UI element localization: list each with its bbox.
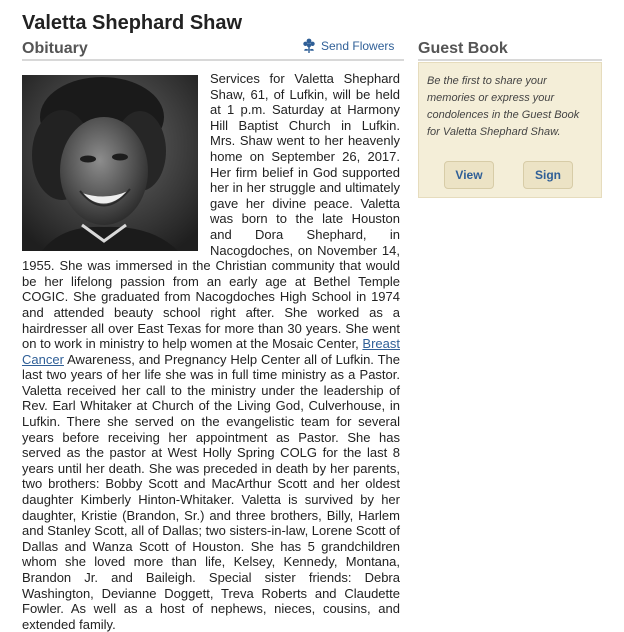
view-button[interactable]: View	[444, 161, 494, 189]
send-flowers-link[interactable]	[302, 38, 394, 54]
sign-button[interactable]: Sign	[523, 161, 573, 189]
section-heading-obituary: Obituary	[22, 40, 88, 57]
guest-book-message: Be the first to share your memories or express your condolences in the Guest Book for Valetta Shephard Shaw.	[427, 75, 580, 138]
obituary-text-part-1: Services for Valetta Shephard Shaw, 61, of Lufkin, will be held at 1 p.m. Saturday at Harmony Hill Baptist Church in Lufkin. Mrs. Shaw went to her heavenly home on September 26, 2017. Her firm belief in God supported her in her struggle and ultimately gave her divine peace. Valetta was born to the late Houston and Dora Shephard, in Nacogdoches, on November 14, 1955. She was immersed in the Christian community that would be her lifelong passion from an early age at Bethel Temple COGIC. She graduated from Nacogdoches High School in 1974 and attended beauty school right after. She worked as a hairdresser all over East Texas for more than 30 years. She went on to work in ministry to help women at the Mosaic Center,	[22, 71, 400, 352]
divider	[22, 59, 404, 61]
page-title: Valetta Shephard Shaw	[22, 12, 243, 34]
guest-book-divider	[418, 59, 602, 61]
flower-icon	[302, 38, 316, 54]
breast-cancer-link[interactable]: Breast Cancer	[22, 336, 400, 367]
guest-book-heading: Guest Book	[418, 40, 508, 57]
guest-book-panel	[418, 62, 602, 198]
send-flowers-label: Send Flowers	[321, 39, 395, 53]
obituary-text	[22, 71, 400, 632]
obituary-text-part-2: Awareness, and Pregnancy Help Center all of Lufkin. The last two years of her life she was in full time ministry as a Pastor. Valetta received her call to the ministry under the leadership of Rev. Earl Whitaker at Church of the Living God, Culverhouse, in Lufkin. There she served on the evangelistic team for several years before receiving her appointment as Pastor. She has served as the pastor at West Holly Spring COLG for the last 8 years until her death. She was preceded in death by her parents, two brothers: Bobby Scott and MacArthur Scott and her oldest daughter Kimberly Hinton-Whitaker. Valetta is survived by her daughter, Kristie (Brandon, Sr.) and three brothers, Billy, Harlem and Stanley Scott, all of Dallas; two sisters-in-law, Lorene Scott of Dallas and Wanza Scott of Houston. She has 5 grandchildren whom she loved more than life, Kelsey, Kennedy, Montana, Brandon Jr. and Baileigh. Special sister friends: Debra Washington, Devianne Doggett, Treva Roberts and Claudette Fowler. As well as a host of nephews, nieces, cousins, and extended family.	[22, 351, 400, 632]
